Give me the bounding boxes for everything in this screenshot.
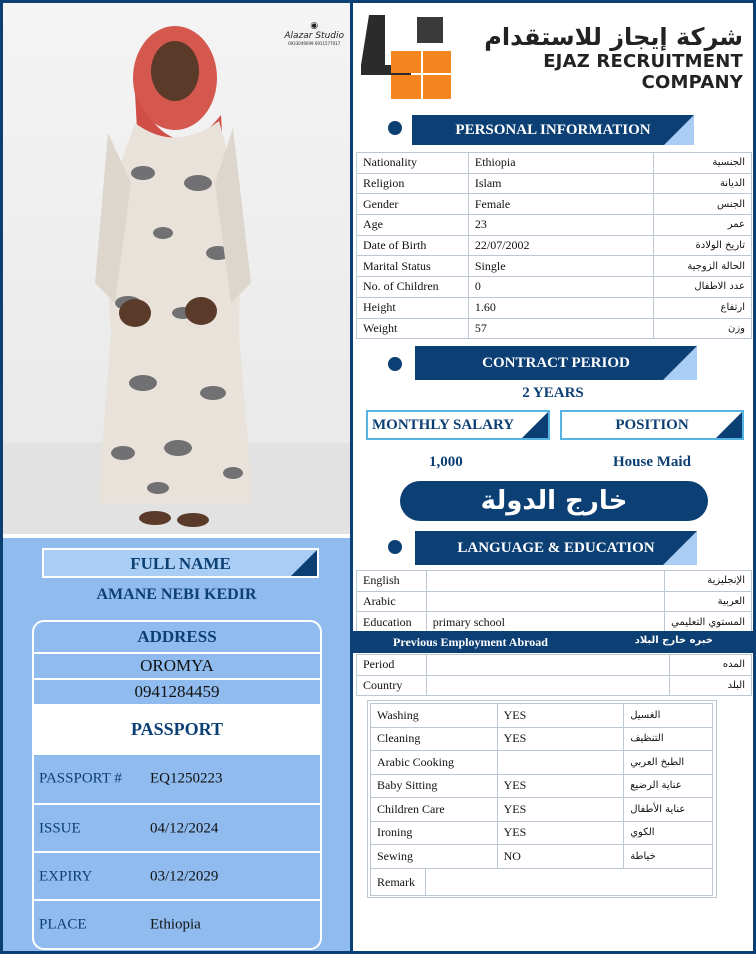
table-row: Children Care YES عناية الأطفال [371, 798, 713, 822]
table-row: English الإنجليزية [357, 571, 752, 592]
studio-watermark: ◉ Alazar Studio 0933049099 0911577017 [284, 21, 344, 46]
table-row: Nationality Ethiopia الجنسية [357, 153, 752, 174]
bullet-icon [388, 121, 402, 135]
table-row: Arabic Cooking الطبخ العربي [371, 751, 713, 775]
passport-place-row: PLACE Ethiopia [34, 899, 320, 949]
company-name-ar: شركة إيجاز للاستقدام [484, 23, 743, 51]
language-education-header: LANGUAGE & EDUCATION [415, 531, 697, 565]
company-name [473, 23, 743, 93]
table-row: Baby Sitting YES عناية الرضيع [371, 774, 713, 798]
table-row: Age 23 عمر [357, 215, 752, 236]
bullet-icon [388, 357, 402, 371]
previous-employment-table [356, 654, 752, 696]
candidate-figure [3, 3, 350, 534]
table-row: Cleaning YES التنظيف [371, 727, 713, 751]
table-row: Ironing YES الكوي [371, 821, 713, 845]
outside-country-banner: خارج الدولة [400, 481, 708, 521]
table-row: Marital Status Single الحالة الزوجية [357, 256, 752, 277]
contract-period-header: CONTRACT PERIOD [415, 346, 697, 380]
table-row: Gender Female الجنس [357, 194, 752, 215]
company-name-en: EJAZ RECRUITMENT COMPANY [543, 51, 743, 93]
position-value: House Maid [613, 454, 691, 470]
phone-value: 0941284459 [34, 680, 320, 706]
right-panel [353, 3, 753, 951]
address-value: OROMYA [34, 654, 320, 680]
full-name-value: AMANE NEBI KEDIR [96, 586, 257, 603]
bullet-icon [388, 540, 402, 554]
previous-employment-header: Previous Employment Abroad خبره خارج البلاد [353, 631, 753, 653]
address-label: ADDRESS [34, 622, 320, 654]
company-logo-icon [361, 11, 461, 103]
address-passport-box [32, 620, 322, 950]
salary-value: 1,000 [429, 454, 463, 470]
company-header [353, 3, 753, 107]
table-row: Height 1.60 ارتفاع [357, 297, 752, 318]
table-row: Remark [371, 869, 713, 896]
table-row: Country البلد [357, 675, 752, 696]
table-row: Sewing NO خياطة [371, 845, 713, 869]
passport-header: PASSPORT [34, 706, 320, 755]
left-panel [3, 3, 350, 951]
personal-info-header: PERSONAL INFORMATION [412, 115, 694, 145]
skills-table [370, 703, 713, 869]
remark-table [370, 868, 713, 896]
full-name-header: FULL NAME [42, 548, 319, 578]
camera-icon: ◉ [310, 21, 319, 31]
passport-number-row: PASSPORT # EQ1250223 [34, 753, 320, 803]
identity-panel [3, 538, 350, 951]
position-header: POSITION [560, 410, 744, 440]
table-row: Arabic العربية [357, 591, 752, 612]
table-row: Period المده [357, 655, 752, 676]
table-row: Date of Birth 22/07/2002 تاريخ الولادة [357, 235, 752, 256]
table-row: Washing YES الغسيل [371, 704, 713, 728]
language-table [356, 570, 752, 633]
candidate-photo [3, 3, 350, 534]
table-row: Weight 57 وزن [357, 318, 752, 339]
table-row: No. of Children 0 عدد الاطفال [357, 277, 752, 298]
passport-issue-row: ISSUE 04/12/2024 [34, 803, 320, 853]
table-row: Religion Islam الديانة [357, 173, 752, 194]
monthly-salary-header: MONTHLY SALARY [366, 410, 550, 440]
passport-expiry-row: EXPIRY 03/12/2029 [34, 851, 320, 901]
contract-period-value: 2 YEARS [522, 385, 584, 401]
table-row: Education primary school المستوي التعليمي [357, 612, 752, 633]
personal-info-table [356, 152, 752, 339]
